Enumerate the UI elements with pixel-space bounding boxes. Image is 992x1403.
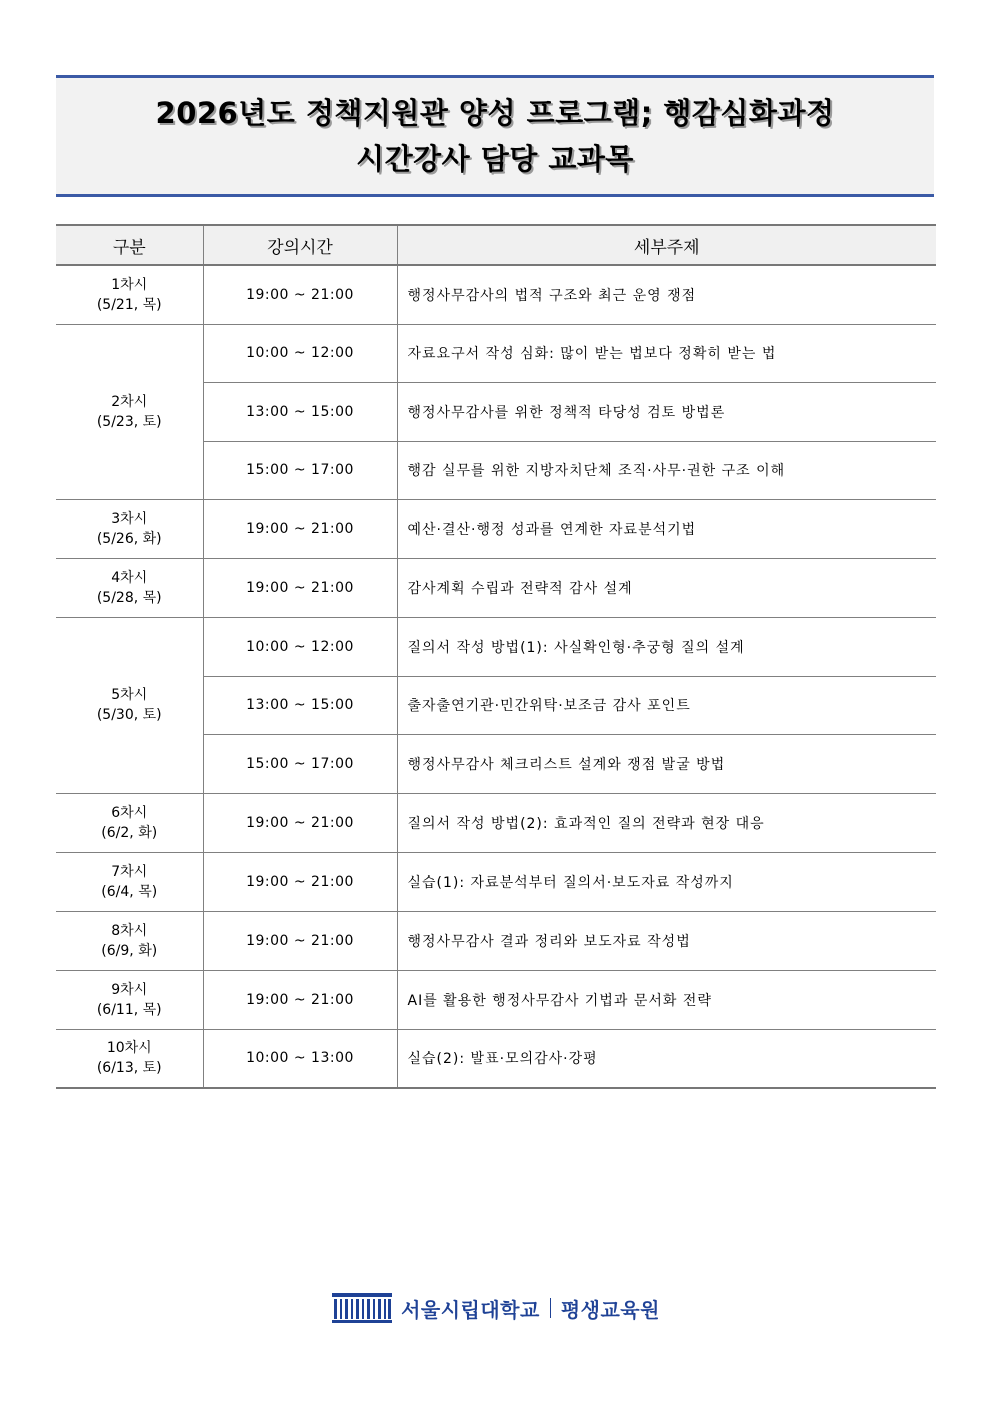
title-line-1: 2026년도 정책지원관 양성 프로그램; 행감심화과정 (155, 96, 835, 130)
table-row (56, 1029, 936, 1088)
title-line-2: 시간강사 담당 교과목 (356, 142, 634, 176)
topic-cell: 실습(2): 발표·모의감사·강평 (397, 1029, 936, 1088)
topic-cell: 자료요구서 작성 심화: 많이 받는 법보다 정확히 받는 법 (397, 324, 936, 383)
footer-university-name: 서울시립대학교 (401, 1297, 540, 1322)
table-row (56, 324, 936, 383)
schedule-table (56, 224, 936, 1089)
table-row (56, 911, 936, 970)
session-label: 6차시 (111, 804, 148, 821)
time-cell: 19:00 ~ 21:00 (203, 265, 397, 324)
topic-cell: 예산·결산·행정 성과를 연계한 자료분석기법 (397, 500, 936, 559)
time-cell: 13:00 ~ 15:00 (203, 383, 397, 442)
topic-cell: 질의서 작성 방법(1): 사실확인형·추궁형 질의 설계 (397, 618, 936, 677)
time-cell: 10:00 ~ 12:00 (203, 324, 397, 383)
table-row (56, 852, 936, 911)
header-session: 구분 (56, 225, 203, 265)
time-cell: 15:00 ~ 17:00 (203, 441, 397, 500)
topic-cell: 출자출연기관·민간위탁·보조금 감사 포인트 (397, 676, 936, 735)
session-date: (6/9, 화) (101, 942, 158, 959)
topic-cell: 행정사무감사를 위한 정책적 타당성 검토 방법론 (397, 383, 936, 442)
time-cell: 13:00 ~ 15:00 (203, 676, 397, 735)
session-label: 8차시 (111, 922, 148, 939)
topic-cell: AI를 활용한 행정사무감사 기법과 문서화 전략 (397, 970, 936, 1029)
session-date: (5/21, 목) (96, 296, 162, 313)
time-cell: 19:00 ~ 21:00 (203, 793, 397, 852)
time-cell: 19:00 ~ 21:00 (203, 970, 397, 1029)
table-header-row (56, 225, 936, 265)
topic-cell: 행정사무감사의 법적 구조와 최근 운영 쟁점 (397, 265, 936, 324)
session-cell (56, 559, 203, 618)
session-date: (6/11, 목) (96, 1001, 162, 1018)
header-topic: 세부주제 (397, 225, 936, 265)
schedule-body (56, 265, 936, 1088)
header-time: 강의시간 (203, 225, 397, 265)
table-row (56, 618, 936, 677)
topic-cell: 감사계획 수립과 전략적 감사 설계 (397, 559, 936, 618)
session-date: (5/23, 토) (96, 413, 162, 430)
footer (0, 1290, 992, 1326)
session-cell (56, 618, 203, 794)
session-label: 9차시 (111, 981, 148, 998)
table-row (56, 265, 936, 324)
table-row (56, 559, 936, 618)
session-cell (56, 500, 203, 559)
topic-cell: 질의서 작성 방법(2): 효과적인 질의 전략과 현장 대응 (397, 793, 936, 852)
topic-cell: 행감 실무를 위한 지방자치단체 조직·사무·권한 구조 이해 (397, 441, 936, 500)
table-row (56, 970, 936, 1029)
university-logo-icon (332, 1293, 392, 1323)
session-label: 1차시 (111, 276, 148, 293)
table-row (56, 793, 936, 852)
session-label: 10차시 (106, 1040, 152, 1057)
session-label: 3차시 (111, 511, 148, 527)
session-date: (6/2, 화) (101, 824, 158, 841)
time-cell: 10:00 ~ 12:00 (203, 618, 397, 677)
session-cell (56, 793, 203, 852)
time-cell: 19:00 ~ 21:00 (203, 852, 397, 911)
session-cell (56, 911, 203, 970)
topic-cell: 실습(1): 자료분석부터 질의서·보도자료 작성까지 (397, 852, 936, 911)
topic-cell: 행정사무감사 체크리스트 설계와 쟁점 발굴 방법 (397, 735, 936, 794)
session-label: 2차시 (111, 393, 148, 410)
footer-divider (550, 1298, 551, 1318)
session-label: 5차시 (111, 687, 148, 704)
time-cell: 19:00 ~ 21:00 (203, 500, 397, 559)
table-row (56, 500, 936, 559)
session-label: 4차시 (111, 570, 148, 586)
session-date: (6/13, 토) (96, 1060, 162, 1077)
session-cell (56, 970, 203, 1029)
topic-cell: 행정사무감사 결과 정리와 보도자료 작성법 (397, 911, 936, 970)
document-title-box (56, 75, 934, 197)
session-date: (5/28, 목) (96, 590, 162, 606)
footer-institute-name: 평생교육원 (560, 1297, 660, 1322)
session-date: (5/30, 토) (96, 707, 162, 724)
session-cell (56, 1029, 203, 1088)
time-cell: 15:00 ~ 17:00 (203, 735, 397, 794)
session-label: 7차시 (111, 863, 148, 880)
session-date: (6/4, 목) (101, 883, 158, 900)
footer-logo (332, 1293, 660, 1323)
session-cell (56, 265, 203, 324)
time-cell: 10:00 ~ 13:00 (203, 1029, 397, 1088)
session-cell (56, 852, 203, 911)
time-cell: 19:00 ~ 21:00 (203, 911, 397, 970)
time-cell: 19:00 ~ 21:00 (203, 559, 397, 618)
session-cell (56, 324, 203, 500)
session-date: (5/26, 화) (96, 531, 162, 547)
